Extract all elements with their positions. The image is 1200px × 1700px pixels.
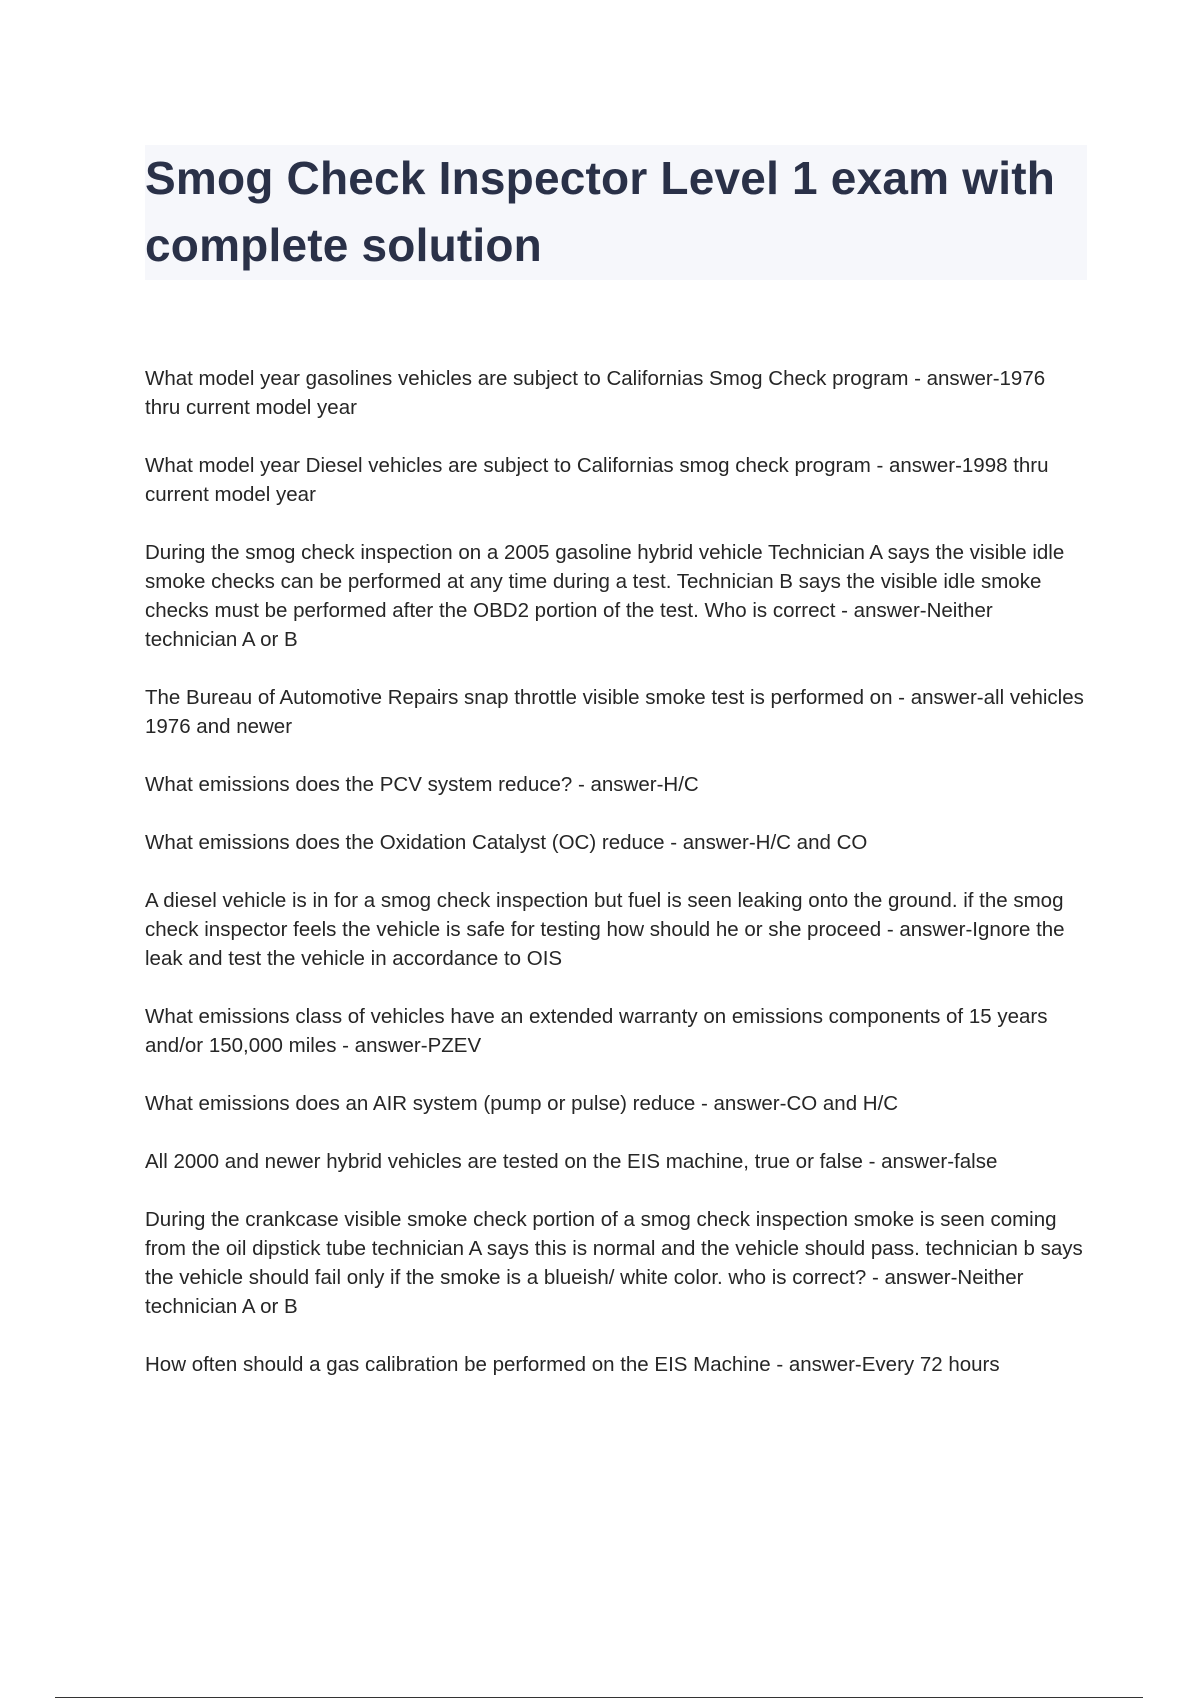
page-title: Smog Check Inspector Level 1 exam with complete solution [145,152,1056,271]
qa-list [145,364,1085,1408]
qa-item: A diesel vehicle is in for a smog check inspection but fuel is seen leaking onto the ground. if the smog check inspector feels the vehicle is safe for testing how should he or she proceed - answer-Ignore the leak and test the vehicle in accordance to OIS [145,889,1065,970]
qa-item: How often should a gas calibration be performed on the EIS Machine - answer-Every 72 hours [145,1353,1000,1376]
qa-item: During the crankcase visible smoke check portion of a smog check inspection smoke is seen coming from the oil dipstick tube technician A says this is normal and the vehicle should pass. technician b says the vehicle should fail only if the smoke is a blueish/ white color. who is correct? - answer-Neither technician A or B [145,1208,1083,1318]
qa-item: What emissions does an AIR system (pump or pulse) reduce - answer-CO and H/C [145,1092,899,1115]
footer-divider [55,1697,1143,1698]
qa-item: What emissions does the Oxidation Catalyst (OC) reduce - answer-H/C and CO [145,831,868,854]
qa-item: What emissions class of vehicles have an extended warranty on emissions components of 15 years and/or 150,000 miles - answer-PZEV [145,1005,1048,1057]
qa-item: During the smog check inspection on a 2005 gasoline hybrid vehicle Technician A says the visible idle smoke checks can be performed at any time during a test. Technician B says the visible idle smoke checks must be performed after the OBD2 portion of the test. Who is correct - answer-Neither technician A or B [145,541,1065,651]
title-banner [145,145,1087,280]
qa-item: What model year gasolines vehicles are subject to Californias Smog Check program - answer-1976 thru current model year [145,367,1046,419]
qa-item: All 2000 and newer hybrid vehicles are tested on the EIS machine, true or false - answer-false [145,1150,998,1173]
qa-item: What emissions does the PCV system reduce? - answer-H/C [145,773,699,796]
qa-item: The Bureau of Automotive Repairs snap throttle visible smoke test is performed on - answer-all vehicles 1976 and newer [145,686,1084,738]
qa-item: What model year Diesel vehicles are subject to Californias smog check program - answer-1998 thru current model year [145,454,1049,506]
